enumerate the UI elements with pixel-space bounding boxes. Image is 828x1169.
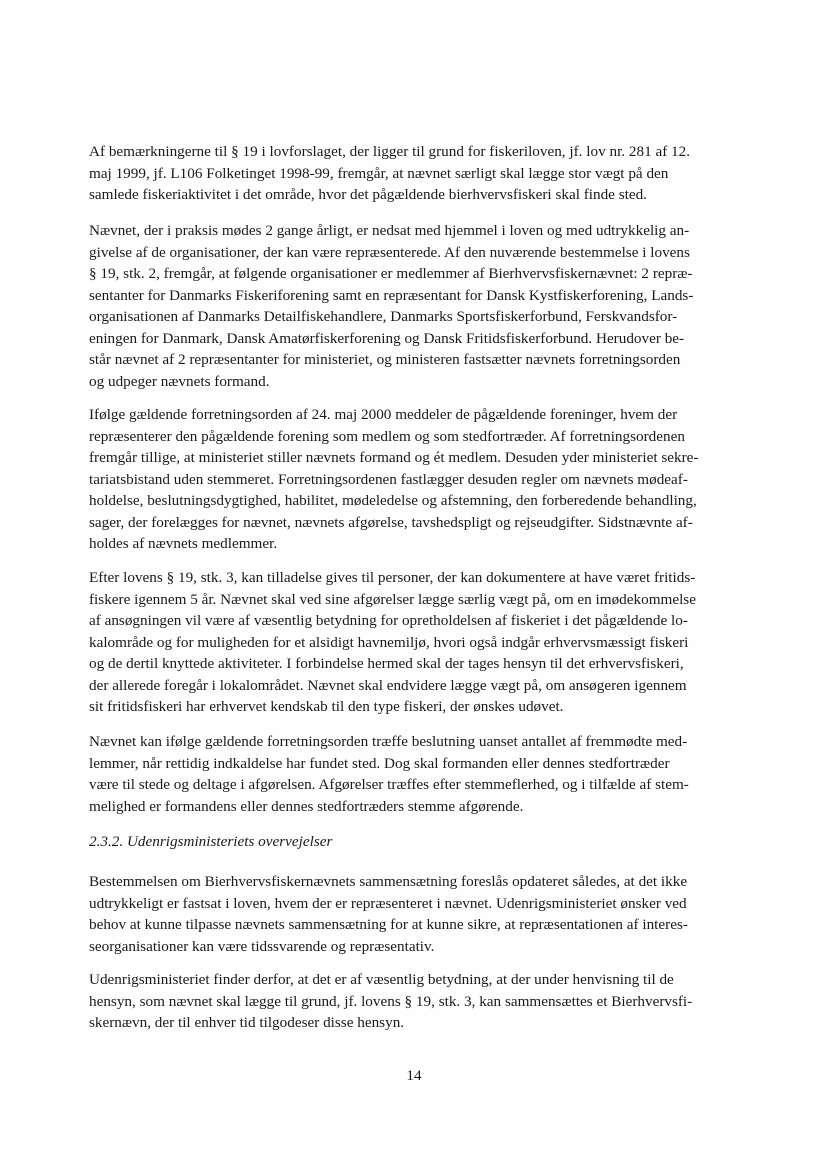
text-line: fiskere igennem 5 år. Nævnet skal ved sine afgørelser lægge særlig vægt på, om en imødekommelse	[89, 590, 696, 608]
text-line: sit fritidsfiskeri har erhvervet kendskab til den type fiskeri, der ønskes udøvet.	[89, 698, 564, 715]
text-line: seorganisationer kan være tidssvarende og repræsentativ.	[89, 937, 435, 955]
text-line: Af bemærkningerne til § 19 i lovforslaget, der ligger til grund for fiskeriloven, jf. lov nr. 281 af 12.	[89, 143, 691, 160]
paragraph-3	[89, 404, 737, 555]
text-line: Udenrigsministeriet finder derfor, at det er af væsentlig betydning, at der under henvisning til de	[89, 971, 674, 988]
text-line: og de dertil knyttede aktiviteter. I forbindelse hermed skal der tages hensyn til det erhvervsfiskeri,	[89, 655, 684, 672]
text-line: lemmer, når rettidig indkaldelse har fundet sted. Dog skal formanden eller dennes stedfortræder	[89, 754, 670, 772]
text-line: hensyn, som nævnet skal lægge til grund, jf. lovens § 19, stk. 3, kan sammensættes et Bierhvervsfi-	[89, 992, 693, 1010]
text-line: maj 1999, jf. L106 Folketinget 1998-99, fremgår, at nævnet særligt skal lægge stor vægt på den	[89, 164, 669, 182]
text-line: udtrykkeligt er fastsat i loven, hvem der er repræsenteret i nævnet. Udenrigsministeriet ønsker ved	[89, 894, 687, 912]
paragraph-6	[89, 871, 737, 957]
text-line: eningen for Danmark, Dansk Amatørfiskerforening og Dansk Fritidsfiskerforbund. Herudover be-	[89, 329, 685, 347]
text-line: samlede fiskeriaktivitet i det område, hvor det pågældende bierhvervsfiskeri skal finde sted.	[89, 186, 647, 203]
paragraph-5	[89, 731, 737, 817]
text-line: organisationen af Danmarks Detailfiskehandlere, Danmarks Sportsfiskerforbund, Ferskvandsfor-	[89, 308, 678, 325]
text-line: og udpeger nævnets formand.	[89, 372, 270, 390]
text-line: af ansøgningen vil være af væsentlig betydning for opretholdelsen af fiskeriet i det pågældende lo-	[89, 612, 688, 629]
text-line: tariatsbistand uden stemmeret. Forretningsordenen fastlægger desuden regler om nævnets mødeaf-	[89, 470, 688, 488]
text-line: skernævn, der til enhver tid tilgodeser disse hensyn.	[89, 1014, 405, 1031]
text-line: står nævnet af 2 repræsentanter for ministeriet, og ministeren fastsætter nævnets forretningsorden	[89, 351, 681, 368]
text-line: repræsenterer den pågældende forening som medlem og som stedfortræder. Af forretningsordenen	[89, 427, 685, 445]
text-line: være til stede og deltage i afgørelsen. Afgørelser træffes efter stemmeflerhed, og i tilfælde af stem-	[89, 776, 689, 793]
text-line: givelse af de organisationer, der kan være repræsenterede. Af den nuværende bestemmelse i lovens	[89, 243, 690, 261]
text-line: sentanter for Danmarks Fiskeriforening samt en repræsentant for Dansk Kystfiskerforening, Lands-	[89, 286, 694, 304]
section-heading: 2.3.2. Udenrigsministeriets overvejelser	[89, 833, 333, 850]
text-line: § 19, stk. 2, fremgår, at følgende organisationer er medlemmer af Bierhvervsfiskernævnet: 2 repræ-	[89, 265, 693, 282]
text-line: Efter lovens § 19, stk. 3, kan tilladelse gives til personer, der kan dokumentere at have været fritids-	[89, 569, 696, 586]
text-line: kalområde og for muligheden for et alsidigt havnemiljø, hvori også indgår erhvervsmæssigt fiskeri	[89, 633, 689, 651]
text-line: Nævnet, der i praksis mødes 2 gange årligt, er nedsat med hjemmel i loven og med udtrykkelig an-	[89, 222, 690, 239]
page-number: 14	[406, 1067, 422, 1084]
text-line: fremgår tillige, at ministeriet stiller nævnets formand og ét medlem. Desuden yder ministeriet sekre-	[89, 449, 699, 466]
text-line: Ifølge gældende forretningsorden af 24. maj 2000 meddeler de pågældende foreninger, hvem der	[89, 406, 678, 423]
text-line: Bestemmelsen om Bierhvervsfiskernævnets sammensætning foreslås opdateret således, at det ikke	[89, 873, 688, 890]
paragraph-7	[89, 969, 737, 1034]
text-line: sager, der forelægges for nævnet, nævnets afgørelse, tavshedspligt og rejseudgifter. Sidstnævnte af-	[89, 513, 693, 531]
text-line: holdelse, beslutningsdygtighed, habilitet, mødeledelse og afstemning, den forberedende behandling,	[89, 492, 697, 509]
text-line: melighed er formandens eller dennes stedfortræders stemme afgørende.	[89, 797, 524, 815]
paragraph-1	[89, 141, 737, 206]
text-line: der allerede foregår i lokalområdet. Nævnet skal endvidere lægge vægt på, om ansøgeren igennem	[89, 676, 687, 694]
text-line: holdes af nævnets medlemmer.	[89, 535, 278, 552]
text-line: Nævnet kan ifølge gældende forretningsorden træffe beslutning uanset antallet af fremmødte med-	[89, 733, 688, 750]
paragraph-4	[89, 567, 737, 718]
text-line: behov at kunne tilpasse nævnets sammensætning for at kunne sikre, at repræsentationen af interes-	[89, 916, 688, 933]
paragraph-2	[89, 220, 737, 392]
